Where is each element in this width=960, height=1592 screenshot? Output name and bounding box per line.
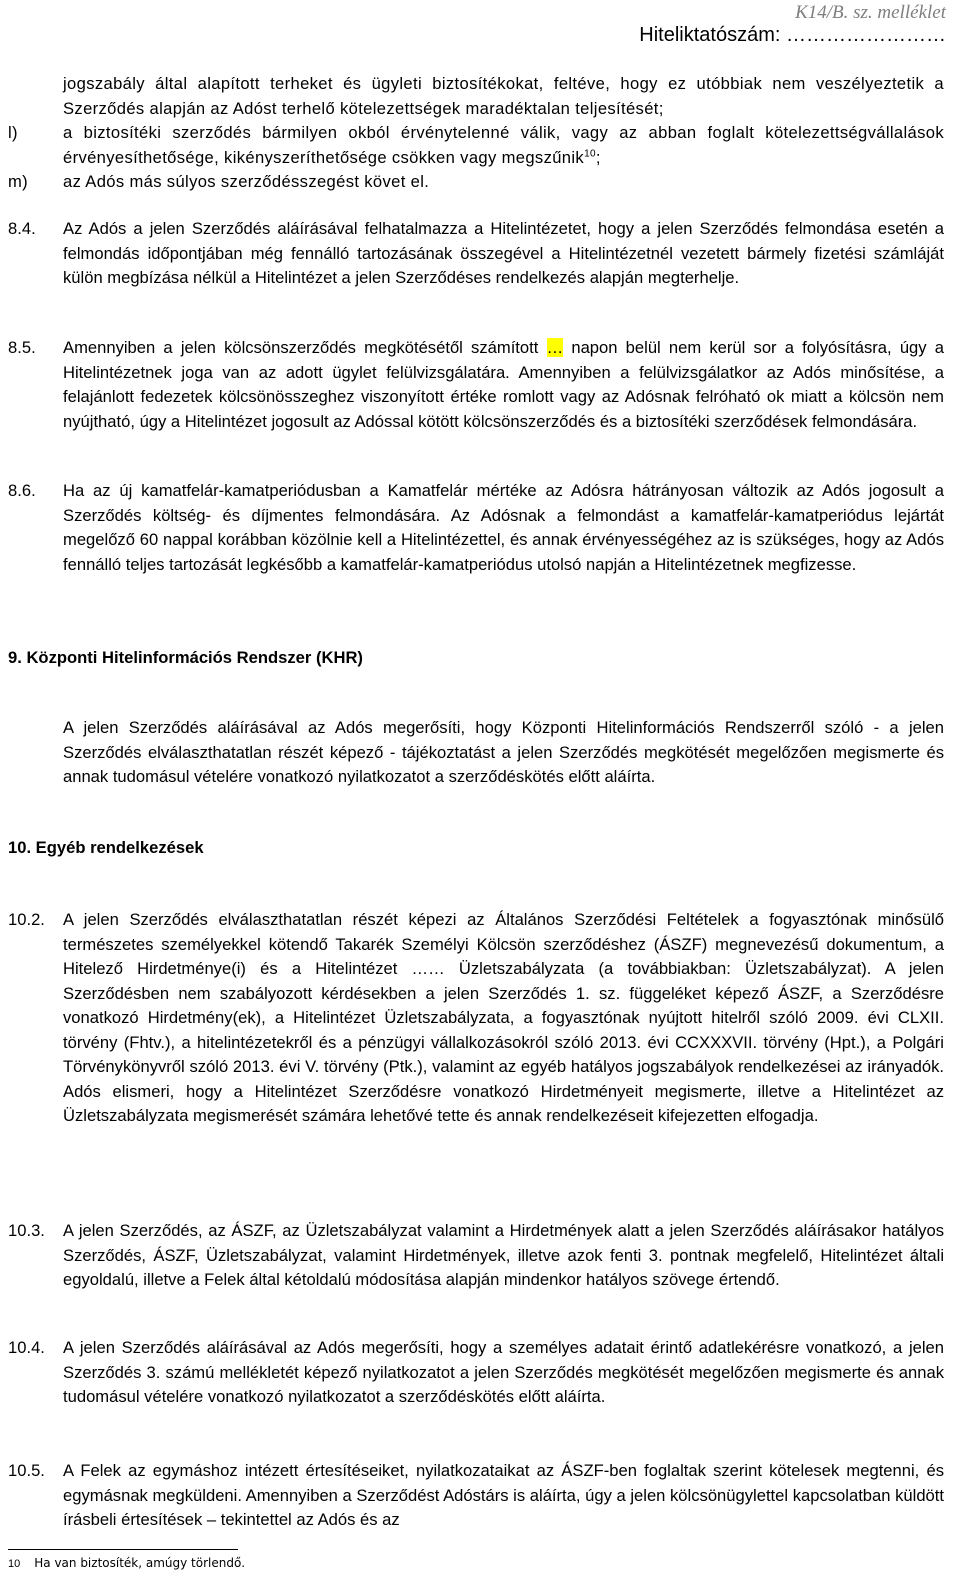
section-number: 10.4.: [8, 1338, 45, 1357]
section-number: 10.3.: [8, 1221, 45, 1240]
section-10-3: [8, 1219, 944, 1293]
list-text: a biztosítéki szerződés bármilyen okból érvénytelenné válik, vagy az abban foglalt kötelezettségvállalások érvényesíthetősége, kikényszeríthetősége csökken vagy megszűnik$^{10}$;: [63, 123, 944, 167]
section-text: A jelen Szerződés aláírásával az Adós megerősíti, hogy a személyes adatait érintő adatlekérésre vonatkozó, a jelen Szerződés 3. számú mellékletét képező nyilatkozatot a jelen Szerződés megkötését megelőzően megismerte és annak tudomásul vételére vonatkozó nyilatkozatot a szerződéskötés előtt aláírta.: [63, 1338, 944, 1406]
section-number: 8.5.: [8, 338, 36, 357]
heading-section-9: 9. Központi Hitelinformációs Rendszer (KHR): [8, 648, 363, 667]
footnote-separator: [8, 1549, 238, 1550]
section-text: A jelen Szerződés elválaszthatatlan részét képezi az Általános Szerződési Feltételek a fogyasztónak minősülő természetes személyekkel kötendő Takarék Személyi Kölcsön szerződéshez (ÁSZF) megnevezésű dokumentum, a Hitelező Hirdetménye(i) és a Hitelintézet …… Üzletszabályzata (a továbbiakban: Üzletszabályzat). A jelen Szerződésben nem szabályozott kérdésekben a jelen Szerződés 1. sz. függeléket képező ÁSZF, a Szerződésre vonatkozó Hirdetmény(ek), a Hitelintézet Üzletszabályzata, a fogyasztónak nyújtott hitelről szóló 2009. évi CLXII. törvény (Fhtv.), a hitelintézetekről és a pénzügyi vállalkozásokról szóló 2013. évi CCXXXVII. törvény (Hpt.), a Polgári Törvénykönyvről szóló 2013. évi V. törvény (Ptk.), valamint az egyéb hatályos jogszabályok rendelkezései az irányadók. Adós elismeri, hogy a Hitelintézet Szerződésre vonatkozó Hirdetményeit megismerte, illetve a Hitelintézet az Üzletszabályzata megismerését számára lehetővé tette és annak rendelkezéseit kifejezetten elfogadja.: [63, 910, 944, 1125]
section-text: A Felek az egymáshoz intézett értesítéseiket, nyilatkozataikat az ÁSZF-ben foglaltak szerint kötelesek megtenni, és egymásnak megküldeni. Amennyiben a Szerződést Adóstárs is aláírta, úgy a jelen kölcsönügylettel kapcsolatban küldött írásbeli értesítések – tekintettel az Adós és az: [63, 1461, 944, 1529]
footnote-number: 10: [8, 1558, 21, 1570]
list-label: l): [8, 123, 18, 142]
list-label: m): [8, 172, 29, 191]
section-text: Az Adós a jelen Szerződés aláírásával felhatalmazza a Hitelintézetet, hogy a jelen Szerződés felmondása esetén a felmondás időpontjában még fennálló tartozásának összegével a Hitelintézetnél vezetett bármely fizetési számláját külön megbízása nélkül a Hitelintézet a jelen Szerződéses rendelkezés alapján megterhelje.: [63, 219, 944, 287]
section-8-6: [8, 479, 944, 577]
highlighted-placeholder: …: [546, 338, 564, 357]
section-text: Amennyiben a jelen kölcsönszerződés megkötésétől számított … napon belül nem kerül sor a folyósításra, úgy a Hitelintézetnek joga van az adott ügylet felülvizsgálatára. Amennyiben a felülvizsgálatkor az Adós minősítése, a felajánlott fedezetek kölcsönösszeghez viszonyított értéke romlott vagy az Adósnak felróható ok miatt a kölcsön nem nyújtható, úgy a Hitelintézet jogosult az Adóssal kötött kölcsönszerződés és a biztosítéki szerződések felmondására.: [63, 338, 944, 431]
section-text: A jelen Szerződés aláírásával az Adós megerősíti, hogy Központi Hitelinformációs Rendszerről szóló - a jelen Szerződés elválaszthatatlan részét képező - tájékoztatást a jelen Szerződés megkötését megelőzően megismerte és annak tudomásul vételére vonatkozó nyilatkozatot a szerződéskötés előtt aláírta.: [63, 718, 944, 786]
list-item-l: [8, 121, 944, 170]
section-10-4: [8, 1336, 944, 1410]
section-text: Ha az új kamatfelár-kamatperiódusban a Kamatfelár mértéke az Adósra hátrányosan változik az Adós jogosult a Szerződés költség- és díjmentes felmondására. Az Adósnak a felmondást a kamatfelár-kamatperiódus lejártát megelőző 60 nappal korábban közölnie kell a Hitelintézettel, és annak érvényességéhez az is szükséges, hogy az Adós fennálló teljes tartozását legkésőbb a kamatfelár-kamatperiódus utolsó napján a Hitelintézetnek megfizesse.: [63, 481, 944, 574]
section-number: 8.4.: [8, 219, 36, 238]
annex-reference: K14/B. sz. melléklet: [795, 2, 946, 23]
footnote-ref: 10: [584, 147, 596, 159]
section-10-2: [8, 908, 944, 1129]
section-number: 10.5.: [8, 1461, 45, 1480]
section-8-4: [8, 217, 944, 291]
loan-number-label: Hiteliktatószám: ……………………: [639, 24, 946, 46]
section-9-paragraph: [8, 716, 944, 790]
section-8-5: [8, 336, 944, 434]
section-number: 8.6.: [8, 481, 36, 500]
list-item-k-tail: jogszabály által alapított terheket és ügyleti biztosítékokat, feltéve, hogy ez utóbbiak nem veszélyeztetik a Szerződés alapján az Adóst terhelő kötelezettségek maradéktalan teljesítését;: [63, 74, 944, 118]
footnote: [8, 1556, 245, 1570]
section-10-5: [8, 1459, 944, 1533]
list-text: az Adós más súlyos szerződésszegést követ el.: [63, 172, 430, 191]
section-number: 10.2.: [8, 910, 45, 929]
heading-section-10: 10. Egyéb rendelkezések: [8, 838, 204, 857]
footnote-text: Ha van biztosíték, amúgy törlendő.: [34, 1556, 246, 1570]
list-continuation: [8, 72, 944, 195]
section-text: A jelen Szerződés, az ÁSZF, az Üzletszabályzat valamint a Hirdetmények alatt a jelen Szerződés aláírásakor hatályos Szerződés, ÁSZF, Üzletszabályzat, valamint Hirdetmények, illetve azok fenti 3. pontnak megfelelő, Hitelintézet általi egyoldalú, illetve a Felek által kétoldalú módosítása alapján mindenkor hatályos szövege értendő.: [63, 1221, 944, 1289]
list-item-m: [8, 170, 944, 195]
